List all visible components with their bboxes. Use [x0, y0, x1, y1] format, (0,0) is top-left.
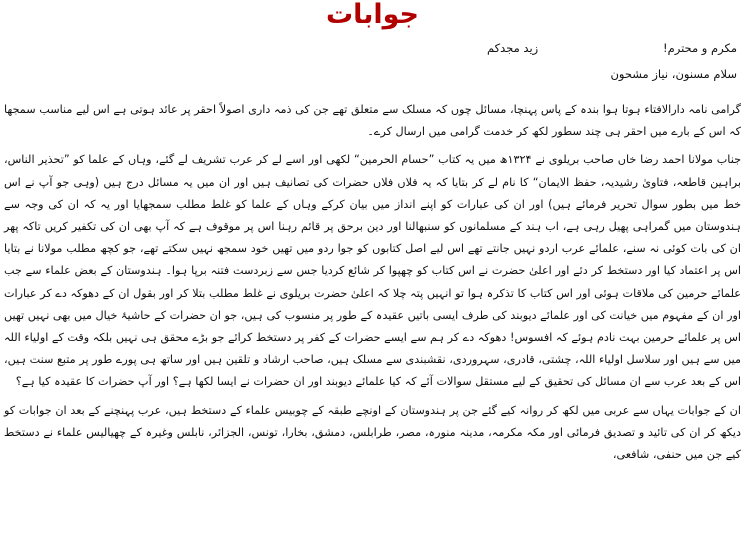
greeting-addressee: مکرم و محترم!	[663, 41, 737, 55]
greeting-blessing: زید مجدکم	[487, 41, 539, 55]
paragraph-answers: ان کے جوابات یہاں سے عربی میں لکھ کر روانہ کیے گئے جن پر ہندوستان کے اونچے طبقہ کے چوبیس علماء کے دستخط ہیں، عرب پہنچنے کے بعد ان جوابات کو دیکھ کر ان کی تائید و تصدیق فرمائی اور مکہ مکرمہ، مدینہ منورہ، مصر، طرابلس، دمشق، بخارا، تونس، الجزائر، نابلس وغیرہ کے چھیالیس علماء نے دستخط کیے جن میں حنفی، شافعی،	[4, 403, 741, 462]
page-title: جوابات	[325, 0, 420, 30]
letter-body	[4, 99, 741, 466]
salutation-block	[407, 40, 737, 82]
paragraph-history: جناب مولانا احمد رضا خاں صاحب بریلوی نے ۱۳۲۴ھ میں یہ کتاب ”حسام الحرمین“ لکھی اور اسے لے کر عرب تشریف لے گئے، وہاں کے علما کو ”تحذیر الناس، براہین قاطعہ، فتاویٰ رشیدیہ، حفظ الایمان“ کا نام لے کر بتایا کہ یہ فلاں فلاں حضرات کی تصانیف ہیں اور ان میں یہ مسائل درج ہیں (وہی جو آپ نے اس خط میں بطور سوال تحریر فرمائے ہیں) اور ان کی عبارات کو اپنے انداز میں بیان کرکے وہاں کے علما کو غلط مطلب سمجھایا اور یہ کہ ان کی وجہ سے ہندوستان میں گمراہی پھیل رہی ہے، اب ہند کے مسلمانوں کو سنبھالنا اور دین برحق پر قائم رہنا اس پر موقوف ہے کہ آپ بھی ان کی تکفیر کریں تاکہ پھر ان کی بات کوئی نہ سنے، علمائے عرب اردو نہیں جانتے تھے اس لیے اصل کتابوں کو جوا ردو میں تھیں خود سمجھ نہیں سکتے تھے، جو کچھ مطلب مولانا نے بتایا اس پر اعتماد کیا اور دستخط کر دئے اور اعلیٰ حضرت نے اس کتاب کو چھپوا کر شائع کردیا جس سے زبردست فتنہ برپا ہوا۔ ہندوستان کے بعض علماء سے جب علمائے حرمین کی ملاقات ہوئی اور اس کتاب کا تذکرہ ہوا تو انہیں پتہ چلا کہ اعلیٰ حضرت بریلوی نے غلط مطلب بتلا کر اور بقول ان کے دھوکہ دے کر عبارات اور ان کے مفہوم میں خیانت کی اور علمائے دیوبند کی طرف ایسی باتیں عقیدہ کے طور پر منسوب کی ہیں، جو ان حضرات کے حاشیۂ خیال میں بھی نہیں تھیں اس پر علمائے حرمین بہت نادم ہوئے کہ افسوس! دھوکہ دے کر ہم سے ایسے حضرات کے کفر پر دستخط کرائے جو بڑے محقق ہی نہیں بلکہ وقت کے اولیاء اللہ میں سے ہیں اور سلاسل اولیاء اللہ، چشتی، قادری، سہروردی، نقشبندی سے مسلک ہیں، صاحب ارشاد و تلقین ہیں اور ساتھ ہی پورے طور پر متبع سنت ہیں، اس کے بعد عرب سے ان مسائل کی تحقیق کے لیے مستقل سوالات آئے کہ کیا علمائے دیوبند اور ان حضرات نے ایسا لکھا ہے؟ اور آپ حضرات کا عقیدہ کیا ہے؟	[4, 153, 741, 389]
salaam-line: سلام مسنون، نیاز مشحون	[610, 67, 737, 81]
paragraph-intro: گرامی نامہ دارالافتاء ہوتا ہوا بندہ کے پاس پہنچا، مسائل چوں کہ مسلک سے متعلق تھے جن کی ذمہ داری اصولاً احقر پر عائد ہوتی ہے اس لیے مناسب سمجھا کہ اس کے بارے میں احقر ہی چند سطور لکھ کر خدمت گرامی میں ارسال کرے۔	[4, 103, 741, 139]
greeting-row	[487, 40, 737, 56]
